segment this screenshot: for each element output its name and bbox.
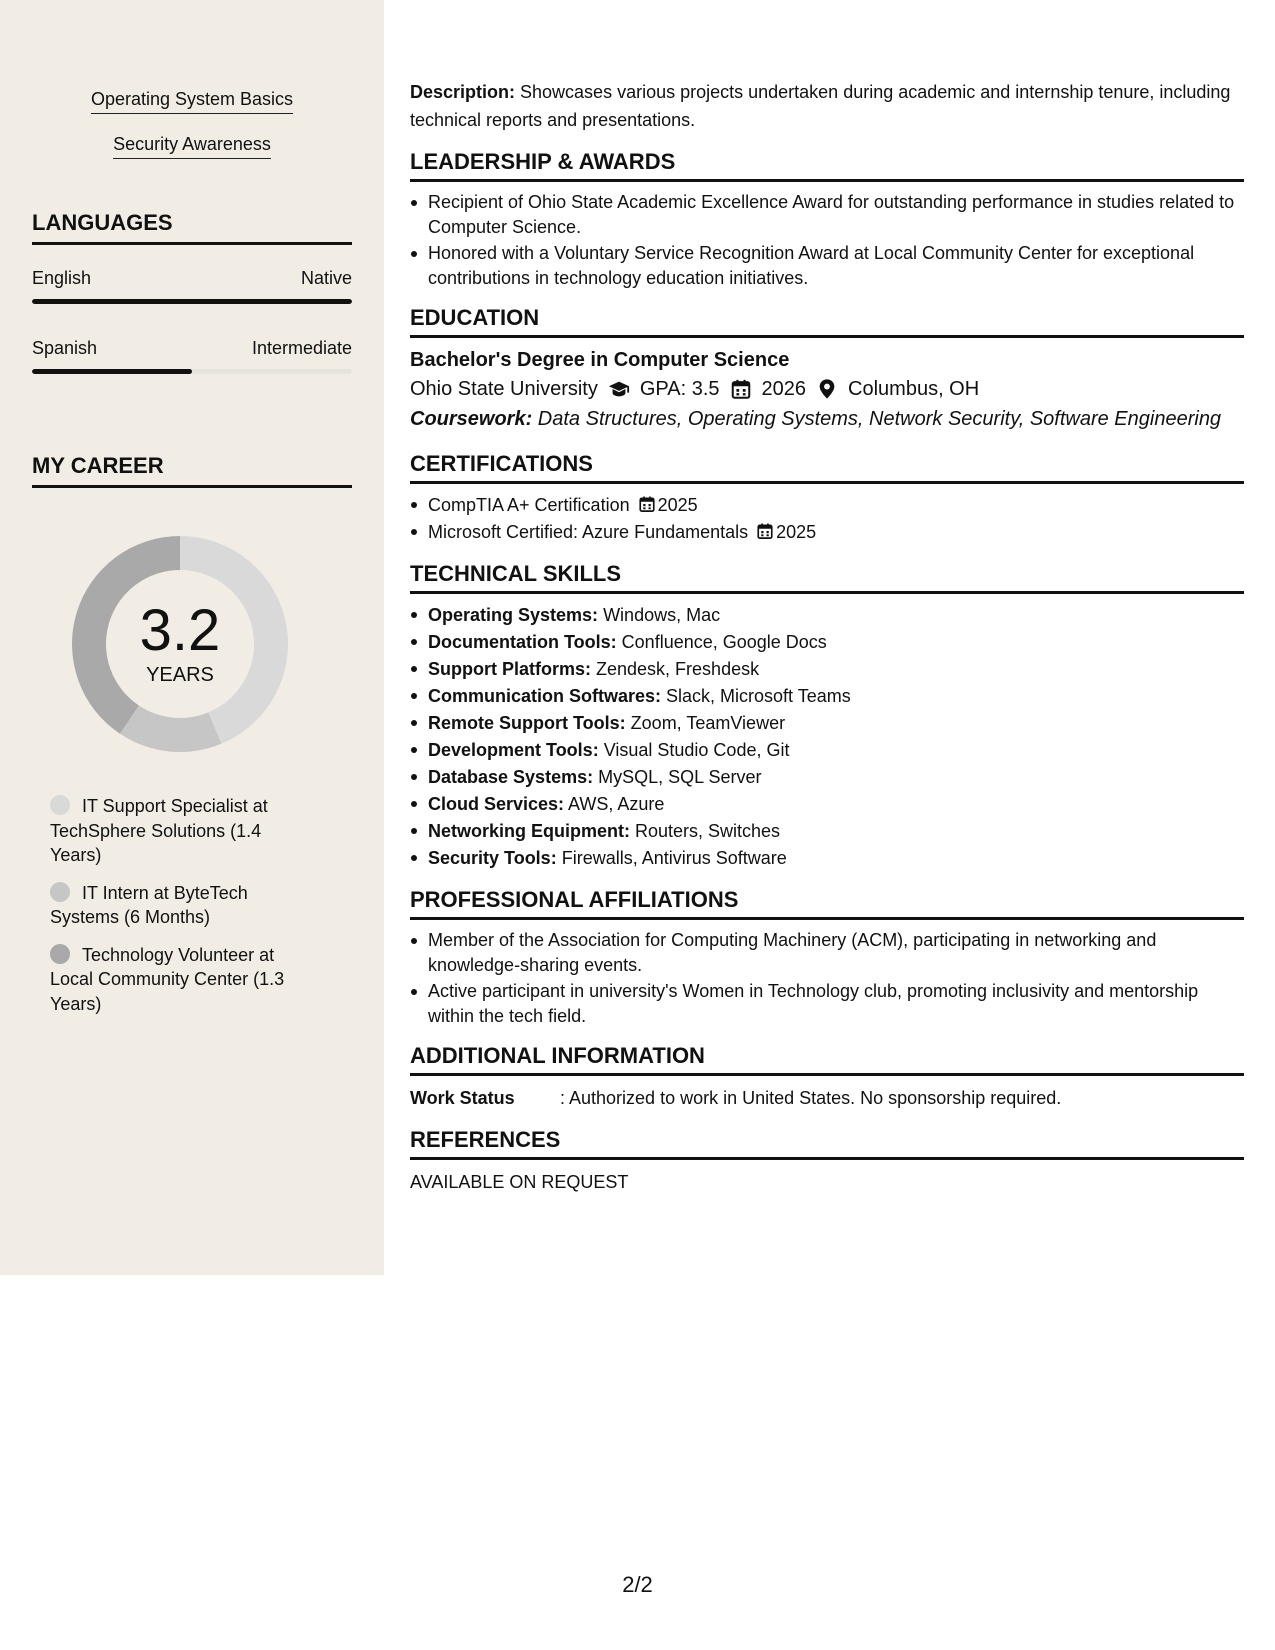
skill-label: Operating Systems:: [428, 605, 599, 625]
language-level: Intermediate: [251, 338, 352, 358]
education-school: Ohio State University: [410, 378, 598, 400]
skill-value: Zoom, TeamViewer: [625, 713, 786, 733]
education-coursework: [410, 404, 1244, 434]
education-details: [410, 374, 1244, 404]
sidebar: [0, 0, 384, 1275]
certification-year: 2025: [657, 495, 698, 515]
skill-value: Confluence, Google Docs: [616, 632, 827, 652]
certification-name: Microsoft Certified: Azure Fundamentals: [428, 522, 749, 542]
skill-item: [410, 764, 1244, 791]
skill-item: [410, 629, 1244, 656]
skill-item: [410, 656, 1244, 683]
skill-security-awareness[interactable]: Security Awareness: [113, 133, 271, 159]
leadership-heading: LEADERSHIP & AWARDS: [410, 148, 1244, 182]
list-item: Member of the Association for Computing Machinery (ACM), participating in networking and knowledge-sharing events.: [410, 928, 1244, 977]
skill-label: Remote Support Tools:: [428, 713, 626, 733]
skill-item: [410, 710, 1244, 737]
education-heading: EDUCATION: [410, 304, 1244, 338]
career-legend-label: IT Intern at ByteTech Systems (6 Months): [50, 882, 248, 927]
calendar-icon: [638, 495, 656, 513]
career-legend-item: [50, 881, 310, 930]
languages-heading: LANGUAGES: [32, 210, 352, 245]
legend-dot: [50, 882, 70, 902]
coursework-label: Coursework:: [410, 408, 533, 430]
language-english: [32, 267, 352, 304]
skill-label: Communication Softwares:: [428, 686, 662, 706]
skill-operating-system-basics[interactable]: Operating System Basics: [91, 88, 293, 114]
skill-label: Cloud Services:: [428, 794, 565, 814]
language-bar: [32, 369, 352, 374]
career-heading: MY CAREER: [32, 453, 352, 488]
skill-item: [410, 845, 1244, 872]
affiliations-list: [410, 928, 1244, 1028]
graduation-cap-icon: [608, 378, 630, 400]
main-content: [410, 78, 1244, 1196]
career-total-value: 3.2: [139, 598, 221, 663]
skill-value: MySQL, SQL Server: [593, 767, 762, 787]
language-bar-fill: [32, 369, 192, 374]
work-status-label: Work Status: [410, 1088, 515, 1108]
references-text: AVAILABLE ON REQUEST: [410, 1172, 629, 1192]
career-legend-item: [50, 943, 310, 1017]
career-total-unit: YEARS: [146, 664, 214, 686]
calendar-icon: [730, 378, 752, 400]
career-legend-label: Technology Volunteer at Local Community Center (1.3 Years): [50, 944, 285, 1014]
skill-value: Slack, Microsoft Teams: [661, 686, 851, 706]
skill-value: Visual Studio Code, Git: [598, 740, 790, 760]
language-bar-fill: [32, 299, 352, 304]
page-number: 2/2: [622, 1572, 653, 1597]
skill-value: Firewalls, Antivirus Software: [556, 848, 787, 868]
list-item: Honored with a Voluntary Service Recognition Award at Local Community Center for exceptional contributions in technology education initiatives.: [410, 241, 1244, 290]
skill-value: Windows, Mac: [598, 605, 721, 625]
additional-info-heading: ADDITIONAL INFORMATION: [410, 1042, 1244, 1076]
skill-item: [410, 818, 1244, 845]
career-total: [64, 600, 296, 686]
skill-item: [410, 683, 1244, 710]
skill-label: Networking Equipment:: [428, 821, 630, 841]
list-item: Recipient of Ohio State Academic Excellence Award for outstanding performance in studies related to Computer Science.: [410, 190, 1244, 239]
skill-item: [410, 791, 1244, 818]
language-bar: [32, 299, 352, 304]
education-degree: Bachelor's Degree in Computer Science: [410, 349, 790, 371]
skill-item: [410, 602, 1244, 629]
skill-value: Routers, Switches: [630, 821, 781, 841]
skill-value: AWS, Azure: [564, 794, 665, 814]
certifications-heading: CERTIFICATIONS: [410, 450, 1244, 484]
affiliations-heading: PROFESSIONAL AFFILIATIONS: [410, 886, 1244, 920]
skill-value: Zendesk, Freshdesk: [591, 659, 760, 679]
technical-skills-list: [410, 602, 1244, 872]
skill-label: Database Systems:: [428, 767, 594, 787]
leadership-list: [410, 190, 1244, 290]
career-legend-label: IT Support Specialist at TechSphere Solutions (1.4 Years): [50, 796, 268, 865]
legend-dot: [50, 944, 70, 964]
language-level: Native: [300, 268, 352, 288]
certification-name: CompTIA A+ Certification: [428, 495, 630, 515]
skill-label: Support Platforms:: [428, 659, 592, 679]
language-name: Spanish: [32, 338, 98, 358]
coursework-text: Data Structures, Operating Systems, Network Security, Software Engineering: [532, 408, 1222, 430]
description-label: Description:: [410, 82, 516, 102]
projects-description: [410, 78, 1244, 134]
work-status-value: : Authorized to work in United States. No sponsorship required.: [560, 1088, 1062, 1108]
language-name: English: [32, 268, 92, 288]
list-item: Active participant in university's Women in Technology club, promoting inclusivity and mentorship within the tech field.: [410, 979, 1244, 1028]
certification-item: [410, 519, 1244, 546]
education-location: Columbus, OH: [848, 378, 980, 400]
certification-year: 2025: [776, 522, 817, 542]
skill-label: Documentation Tools:: [428, 632, 617, 652]
career-legend-item: [50, 794, 310, 868]
skill-links: [0, 88, 384, 178]
language-spanish: [32, 337, 352, 374]
description-text: Showcases various projects undertaken during academic and internship tenure, including technical reports and presentations.: [410, 82, 1231, 130]
education-gpa: GPA: 3.5: [639, 378, 720, 400]
calendar-icon: [756, 522, 774, 540]
skill-label: Development Tools:: [428, 740, 599, 760]
certifications-list: [410, 492, 1244, 546]
technical-skills-heading: TECHNICAL SKILLS: [410, 560, 1244, 594]
education-year: 2026: [761, 378, 807, 400]
career-legend: [50, 794, 310, 1029]
work-status-row: [410, 1084, 1244, 1112]
donut-slice-1: [120, 706, 221, 752]
certification-item: [410, 492, 1244, 519]
skill-label: Security Tools:: [428, 848, 557, 868]
references-heading: REFERENCES: [410, 1126, 1244, 1160]
skill-item: [410, 737, 1244, 764]
legend-dot: [50, 795, 70, 815]
map-pin-icon: [816, 378, 838, 400]
